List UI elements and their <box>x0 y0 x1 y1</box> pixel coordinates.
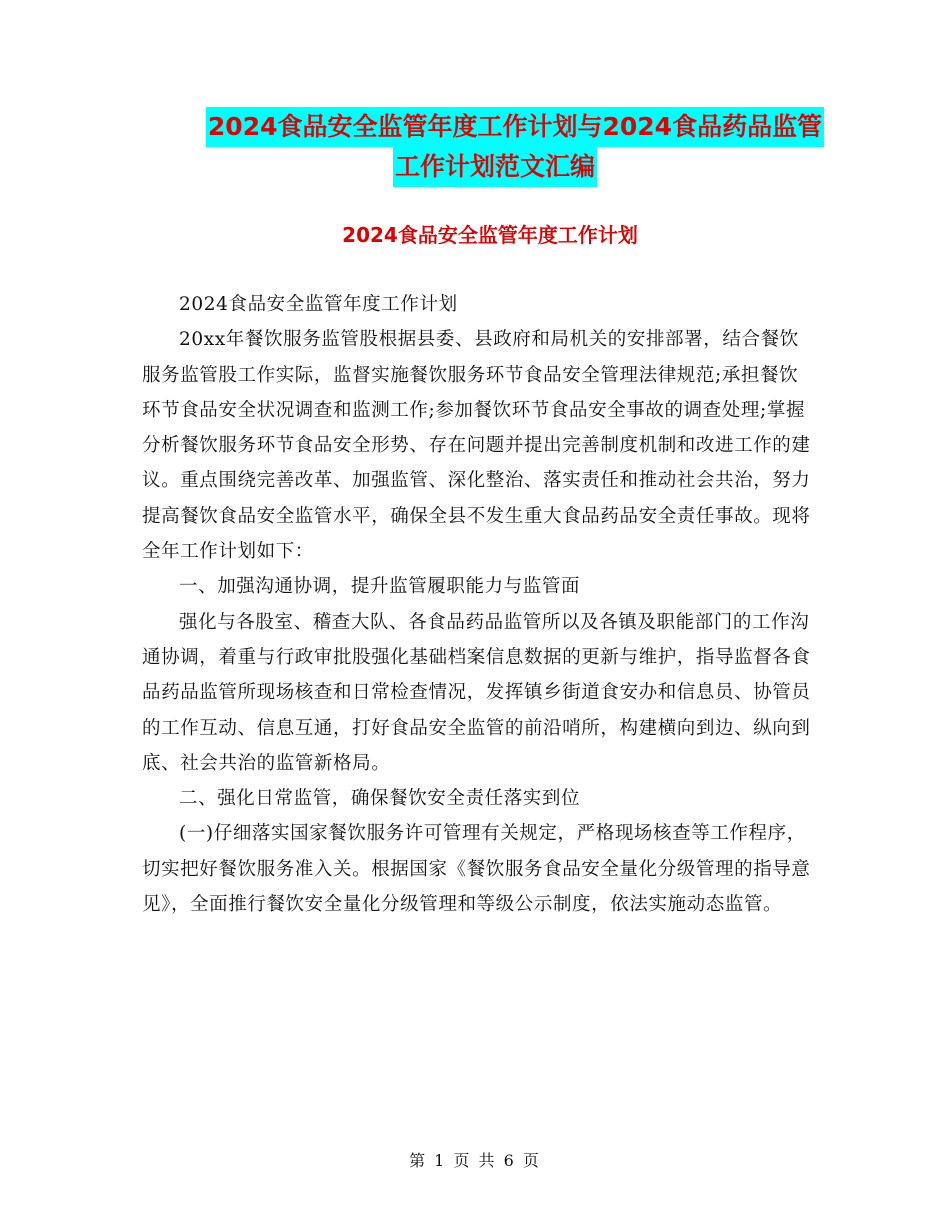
document-title-line-1: 2024食品安全监管年度工作计划与2024食品药品监管 <box>206 107 824 147</box>
section-heading: 2024食品安全监管年度工作计划 <box>342 223 638 247</box>
paragraph-coordination: 强化与各股室、稽查大队、各食品药品监管所以及各镇及职能部门的工作沟通协调，着重与行政审批股强化基础档案信息数据的更新与维护，指导监督各食品药品监管所现场核查和日常检查情况，发挥镇乡街道食安办和信息员、协管员的工作互动、信息互通，打好食品安全监管的前沿哨所，构建横向到边、纵向到底、社会共治的监管新格局。 <box>142 611 811 774</box>
paragraph-heading-1: 一、加强沟通协调，提升监管履职能力与监管面 <box>179 576 581 598</box>
paragraph-intro: 20xx年餐饮服务监管股根据县委、县政府和局机关的安排部署，结合餐饮服务监管股工作实际，监督实施餐饮服务环节食品安全管理法律规范;承担餐饮环节食品安全状况调查和监测工作;参加餐饮环节食品安全事故的调查处理;掌握分析餐饮服务环节食品安全形势、存在问题并提出完善制度机制和改进工作的建议。重点围绕完善改革、加强监管、深化整治、落实责任和推动社会共治，努力提高餐饮食品安全监管水平，确保全县不发生重大食品药品安全责任事故。现将全年工作计划如下： <box>142 329 811 563</box>
document-body <box>142 287 812 922</box>
document-title-line-2: 工作计划范文汇编 <box>393 147 597 187</box>
paragraph-licensing: (一)仔细落实国家餐饮服务许可管理有关规定，严格现场核查等工作程序，切实把好餐饮服务准入关。根据国家《餐饮服务食品安全量化分级管理的指导意见》，全面推行餐饮安全量化分级管理和等级公示制度，依法实施动态监管。 <box>142 823 811 916</box>
paragraph-plan-title: 2024食品安全监管年度工作计划 <box>179 294 458 315</box>
page-number: 第 1 页 共 6 页 <box>409 1151 541 1170</box>
document-title <box>140 107 850 187</box>
paragraph-heading-2: 二、强化日常监管，确保餐饮安全责任落实到位 <box>179 788 581 810</box>
